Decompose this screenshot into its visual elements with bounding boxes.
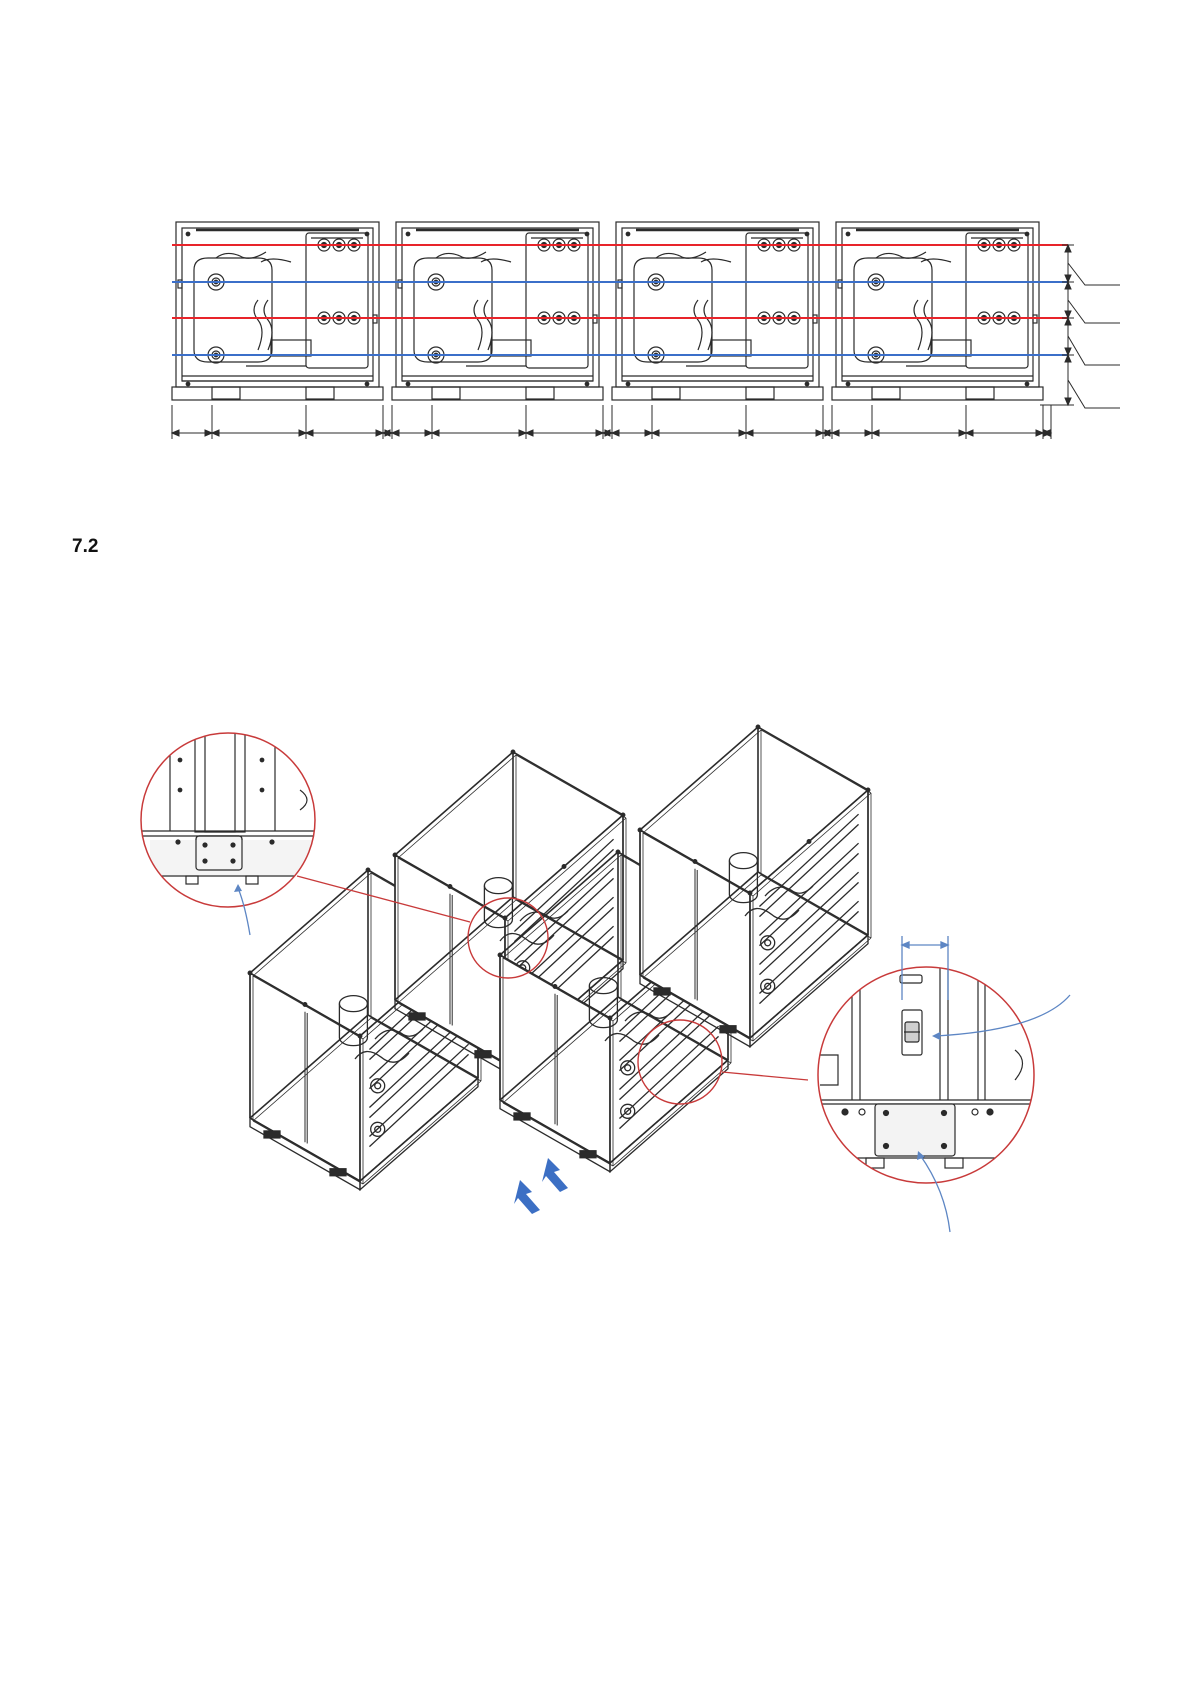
push-arrow-right — [542, 1158, 568, 1192]
push-arrows — [514, 1158, 568, 1214]
detail-callout-left — [140, 730, 320, 935]
push-arrow-left — [514, 1180, 540, 1214]
isometric-modules — [248, 725, 871, 1189]
detail-connector-bottom — [722, 1072, 808, 1080]
section-number: 7.2 — [72, 536, 99, 557]
detail-callout-right — [815, 936, 1070, 1232]
